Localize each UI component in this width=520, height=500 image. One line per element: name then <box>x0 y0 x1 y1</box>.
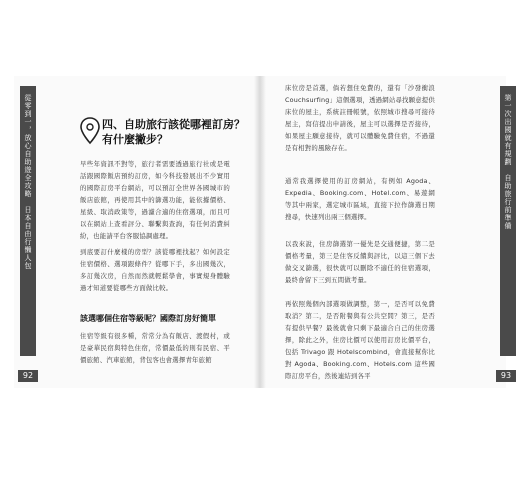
heading-line-2: 有什麼撇步？ <box>102 133 168 146</box>
left-paragraph-2: 到底要訂什麼樣的房型？該從哪裡找起？如何設定住宿價格、選項跟條件？從哪下手，多出國幾次，多訂幾次房，自然而然就輕鬆學會，事實規身體驗過才知道要從哪些方面做比較。 <box>80 248 230 292</box>
section-heading <box>102 117 245 147</box>
left-paragraph-3: 住宿等級有很多種，常常分為有飯店、渡假村，或是豪華民宿與特色住宿，常價最低的則有民宿、平價旅館、汽車旅館，背包客也會選擇青年旅館 <box>80 332 230 364</box>
left-paragraph-1: 早些年資訊不對等，旅行者需要透過旅行社或是電話跟國際飯店預約訂房，如今科技發展出不少實用的國際訂房平台網站，可以預訂全世界各國城市的飯店旅館，再使用其中的篩選功能，能依據價格、星級、取消政策等，過濾合適的住宿選項，而且可以在網站上查看評分、聯繫與查詢，有任何消費糾紛，也能請平台客服協調處理。 <box>80 160 230 240</box>
map-pin-icon <box>80 117 100 145</box>
left-side-tab-text: 從零到一，放心自助遊全攻略 日本自由行懶人包 <box>24 94 32 270</box>
right-paragraph-3: 以我來說，住房篩選第一優先是交通便捷，第二是價格考量，第三是住客反饋與評比，以這三個下去做交叉篩選，很快就可以刪除不適任的住宿選項，最終會留下三到五間做考量。 <box>285 240 435 284</box>
right-page-number: 93 <box>496 370 516 382</box>
right-paragraph-1: 床位房是首選，倘若想住免費的，還有「沙發衝浪 Couchsurfing」這個選項，透過網站尋找願意提供床位的屋主，系統註冊帳號，依照城市搜尋可接待屋主，寫信提出申請後，屋主可以選擇是否接待，如果屋主願意接待，就可以體驗免費住宿，不過還是有相對的風險存在。 <box>285 84 435 152</box>
left-side-tab <box>20 86 36 356</box>
right-paragraph-2: 通常我選擇使用的訂房網站，有例如 Agoda、Expedia、Booking.com、Hotel.com、易遊網等其中兩家，選定城市區域，直接下拉作篩選日期搜尋，快速列出兩三個選擇。 <box>285 177 435 221</box>
left-page-number: 92 <box>18 370 38 382</box>
heading-line-1: 四、自助旅行該從哪裡訂房？ <box>102 118 245 131</box>
right-side-tab-text: 第一次出國就有規劃 自助旅行前準備 <box>504 94 512 230</box>
book-gutter <box>254 76 266 388</box>
right-paragraph-4: 再依照幾個內部選項做調整，第一，是否可以免費取消？第二，是否附餐與有公共空間？第三，是否有提供早餐？最後就會只剩下最適合自己的住房選擇，除此之外，住房比價可以使用訂房比價平台，包括 Trivago 跟 Hotelscombind，會直接幫你比對 Agoda、Booking.com、Hotels.com 這些國際訂房平台，然後連結到各平 <box>285 300 435 380</box>
subheading: 該選哪個住宿等級呢？國際訂房好簡單 <box>80 314 216 323</box>
right-side-tab <box>500 86 516 356</box>
